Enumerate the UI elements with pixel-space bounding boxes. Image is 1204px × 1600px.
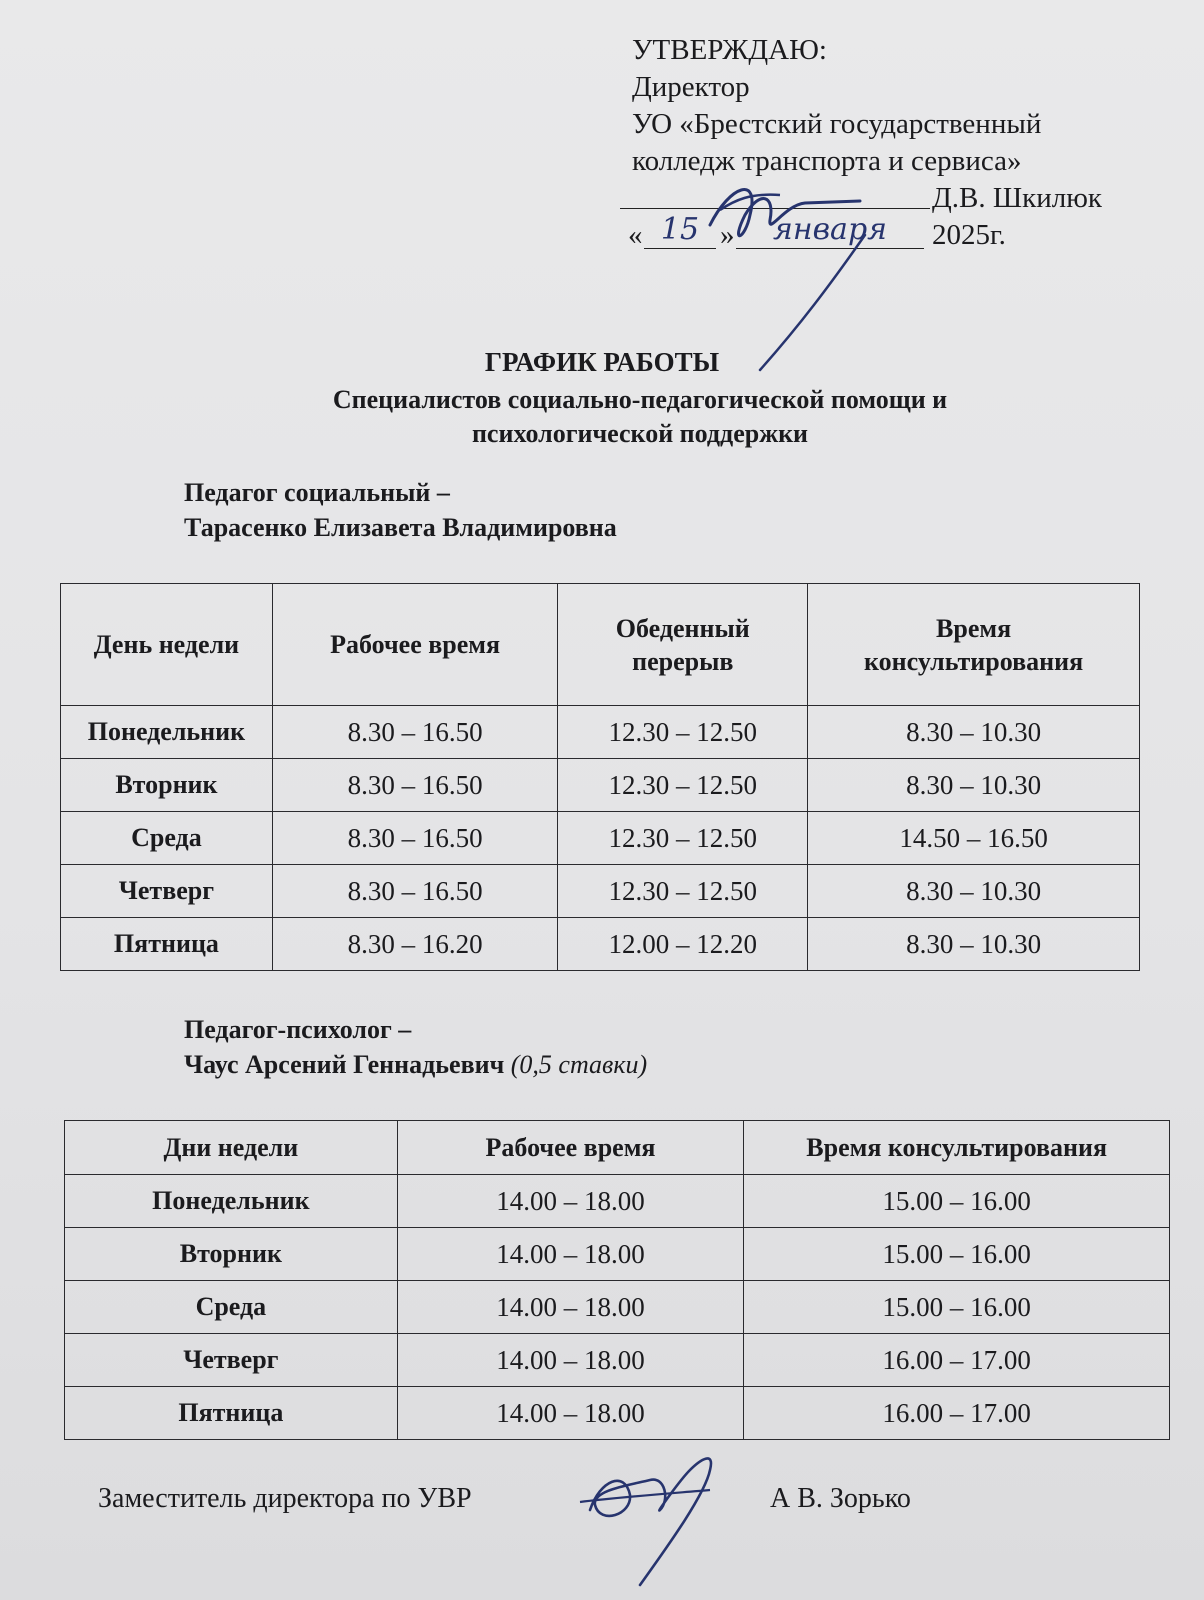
cell-consult: 16.00 – 17.00 — [744, 1334, 1170, 1387]
cell-day: Пятница — [65, 1387, 398, 1440]
table-row — [65, 1175, 1170, 1228]
cell-lunch: 12.30 – 12.50 — [558, 706, 808, 759]
footer-position: Заместитель директора по УВР — [98, 1483, 472, 1514]
cell-day: Среда — [65, 1281, 398, 1334]
table-row — [65, 1281, 1170, 1334]
social-pedagogue-schedule-table — [60, 583, 1140, 971]
approval-org-line1: УО «Брестский государственный — [632, 108, 1042, 140]
psychologist-name: Чаус Арсений Геннадьевич — [184, 1050, 505, 1079]
table-row — [65, 1228, 1170, 1281]
cell-consult: 16.00 – 17.00 — [744, 1387, 1170, 1440]
header-day: День недели — [61, 584, 273, 706]
table-row — [61, 812, 1140, 865]
social-pedagogue-name: Тарасенко Елизавета Владимировна — [184, 513, 617, 542]
cell-day: Вторник — [61, 759, 273, 812]
table-row — [61, 759, 1140, 812]
table-header-row — [65, 1121, 1170, 1175]
cell-day: Пятница — [61, 918, 273, 971]
cell-day: Среда — [61, 812, 273, 865]
cell-consult: 15.00 – 16.00 — [744, 1281, 1170, 1334]
header-consult-time: Время консультирования — [744, 1121, 1170, 1175]
psychologist-rate-note: (0,5 ставки) — [510, 1050, 648, 1079]
header-days: Дни недели — [65, 1121, 398, 1175]
date-close-quote: » — [720, 219, 735, 251]
cell-day: Вторник — [65, 1228, 398, 1281]
cell-work-time: 8.30 – 16.50 — [272, 706, 558, 759]
cell-work-time: 14.00 – 18.00 — [397, 1281, 744, 1334]
cell-work-time: 8.30 – 16.50 — [272, 865, 558, 918]
cell-consult: 8.30 – 10.30 — [808, 918, 1140, 971]
cell-consult: 15.00 – 16.00 — [744, 1175, 1170, 1228]
cell-work-time: 14.00 – 18.00 — [397, 1334, 744, 1387]
cell-lunch: 12.30 – 12.50 — [558, 812, 808, 865]
date-open-quote: « — [628, 219, 643, 251]
document-subtitle — [280, 383, 1000, 451]
deputy-signature-icon — [570, 1440, 740, 1590]
table-row — [61, 706, 1140, 759]
approval-heading: УТВЕРЖДАЮ: — [632, 34, 827, 66]
approval-org-line2: колледж транспорта и сервиса» — [632, 145, 1022, 177]
table-row — [65, 1387, 1170, 1440]
cell-consult: 8.30 – 10.30 — [808, 706, 1140, 759]
subtitle-line2: психологической поддержки — [471, 419, 809, 448]
cell-lunch: 12.30 – 12.50 — [558, 865, 808, 918]
header-consult-time: Время консультирования — [808, 584, 1140, 706]
date-month: января — [736, 211, 924, 249]
cell-work-time: 8.30 – 16.50 — [272, 812, 558, 865]
cell-consult: 15.00 – 16.00 — [744, 1228, 1170, 1281]
table-row — [65, 1334, 1170, 1387]
cell-consult: 14.50 – 16.50 — [808, 812, 1140, 865]
cell-lunch: 12.00 – 12.20 — [558, 918, 808, 971]
cell-work-time: 8.30 – 16.20 — [272, 918, 558, 971]
document-title: ГРАФИК РАБОТЫ — [484, 347, 720, 377]
header-work-time: Рабочее время — [397, 1121, 744, 1175]
subtitle-line1: Специалистов социально-педагогической помощи и — [332, 385, 948, 414]
date-day: 15 — [644, 211, 716, 249]
date-year: 2025г. — [932, 219, 1006, 251]
cell-work-time: 14.00 – 18.00 — [397, 1387, 744, 1440]
psychologist-role: Педагог-психолог – — [184, 1015, 412, 1044]
cell-work-time: 8.30 – 16.50 — [272, 759, 558, 812]
psychologist-heading — [184, 1012, 647, 1082]
director-name: Д.В. Шкилюк — [932, 182, 1102, 214]
cell-day: Четверг — [65, 1334, 398, 1387]
table-row — [61, 865, 1140, 918]
footer-name: А В. Зорько — [770, 1483, 911, 1514]
cell-day: Четверг — [61, 865, 273, 918]
approval-position: Директор — [632, 71, 750, 103]
table-header-row — [61, 584, 1140, 706]
social-pedagogue-heading — [184, 475, 617, 545]
cell-consult: 8.30 – 10.30 — [808, 865, 1140, 918]
cell-day: Понедельник — [61, 706, 273, 759]
header-lunch-break: Обеденный перерыв — [558, 584, 808, 706]
cell-work-time: 14.00 – 18.00 — [397, 1175, 744, 1228]
cell-lunch: 12.30 – 12.50 — [558, 759, 808, 812]
cell-work-time: 14.00 – 18.00 — [397, 1228, 744, 1281]
social-pedagogue-role: Педагог социальный – — [184, 478, 450, 507]
cell-consult: 8.30 – 10.30 — [808, 759, 1140, 812]
cell-day: Понедельник — [65, 1175, 398, 1228]
table-row — [61, 918, 1140, 971]
psychologist-name-line — [184, 1047, 647, 1082]
header-work-time: Рабочее время — [272, 584, 558, 706]
psychologist-schedule-table — [64, 1120, 1170, 1440]
